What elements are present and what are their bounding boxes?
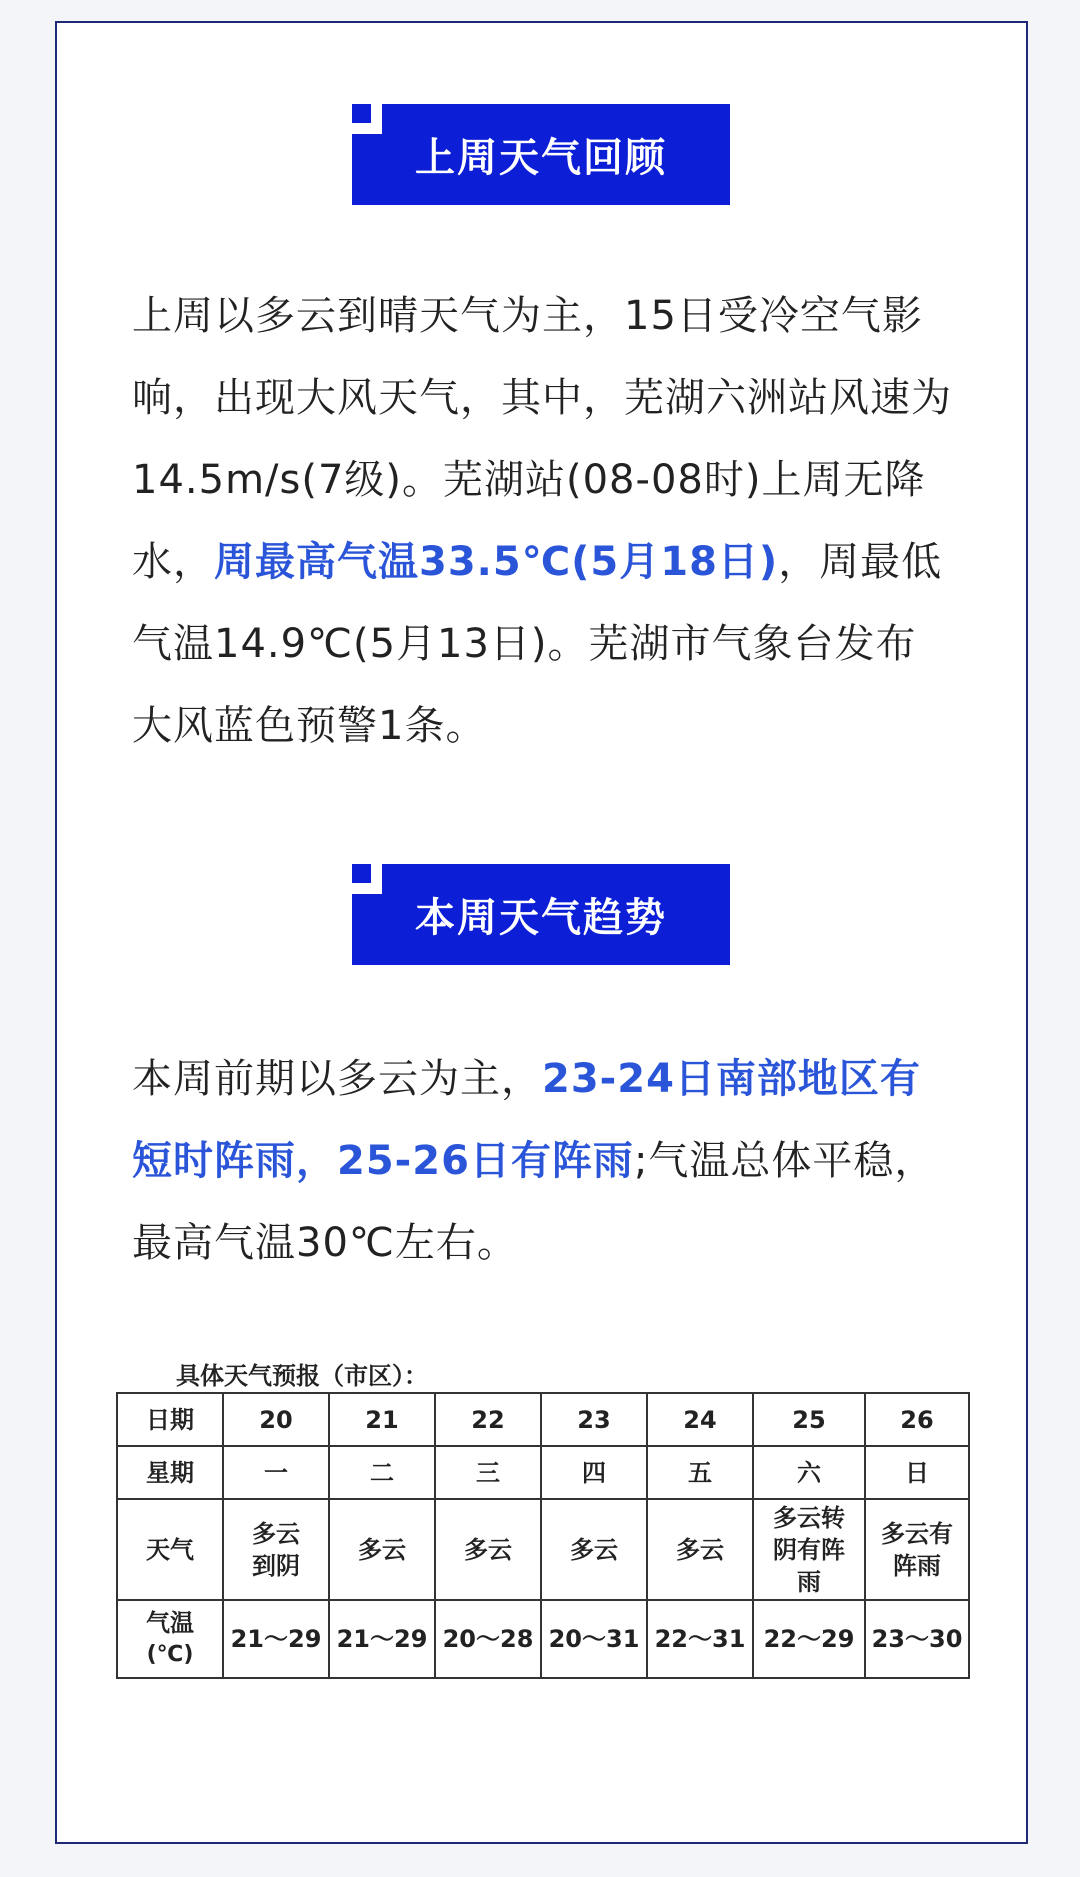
weather-cell: 多云 <box>541 1499 647 1600</box>
section-title-badge-this-week <box>352 864 730 965</box>
weekday-cell: 一 <box>223 1446 329 1499</box>
date-cell: 25 <box>753 1393 865 1446</box>
weather-cell: 多云转阴有阵雨 <box>753 1499 865 1600</box>
weekday-cell: 五 <box>647 1446 753 1499</box>
date-cell: 20 <box>223 1393 329 1446</box>
temperature-cell: 21～29 <box>329 1600 435 1678</box>
temperature-cell: 21～29 <box>223 1600 329 1678</box>
this-week-summary <box>132 1038 952 1284</box>
weekday-cell: 四 <box>541 1446 647 1499</box>
forecast-table <box>116 1392 970 1679</box>
table-row-weather <box>117 1499 969 1600</box>
table-row-temperature <box>117 1600 969 1678</box>
temperature-cell: 20～31 <box>541 1600 647 1678</box>
this-week-highlight: 23-24日南部地区有短时阵雨，25-26日有阵雨 <box>132 1056 921 1184</box>
weekday-cell: 六 <box>753 1446 865 1499</box>
table-row-weekday <box>117 1446 969 1499</box>
last-week-text: 上周以多云到晴天气为主，15日受冷空气影响，出现大风天气，其中，芜湖六洲站风速为14.5m/s(7级)。芜湖站(08-08时)上周无降水， <box>132 293 952 585</box>
date-label: 日期 <box>117 1393 223 1446</box>
last-week-summary <box>132 275 952 767</box>
weather-cell: 多云 <box>329 1499 435 1600</box>
weather-label: 天气 <box>117 1499 223 1600</box>
badge-corner-decoration <box>352 864 382 894</box>
section-title-badge-last-week <box>352 104 730 205</box>
date-cell: 24 <box>647 1393 753 1446</box>
date-cell: 23 <box>541 1393 647 1446</box>
temperature-label <box>117 1600 223 1678</box>
date-cell: 22 <box>435 1393 541 1446</box>
temperature-label-line1: 气温 <box>146 1609 194 1637</box>
forecast-table-title: 具体天气预报（市区）： <box>176 1362 428 1390</box>
weather-cell: 多云到阴 <box>223 1499 329 1600</box>
date-cell: 21 <box>329 1393 435 1446</box>
weather-cell: 多云 <box>647 1499 753 1600</box>
weekday-cell: 三 <box>435 1446 541 1499</box>
date-cell: 26 <box>865 1393 969 1446</box>
weekday-cell: 日 <box>865 1446 969 1499</box>
weather-cell: 多云 <box>435 1499 541 1600</box>
last-week-text-end: ，周最低气温14.9℃(5月13日)。芜湖市气象台发布大风蓝色预警1条。 <box>132 539 943 749</box>
section-title-last-week: 上周天气回顾 <box>352 104 730 205</box>
last-week-highlight: 周最高气温33.5℃(5月18日) <box>214 539 779 585</box>
this-week-text-end: ;气温总体平稳，最高气温30℃左右。 <box>132 1138 936 1266</box>
weekday-cell: 二 <box>329 1446 435 1499</box>
badge-corner-decoration <box>352 104 382 134</box>
section-title-this-week: 本周天气趋势 <box>352 864 730 965</box>
temperature-cell: 22～29 <box>753 1600 865 1678</box>
temperature-cell: 22～31 <box>647 1600 753 1678</box>
temperature-cell: 20～28 <box>435 1600 541 1678</box>
table-row-date <box>117 1393 969 1446</box>
weekday-label: 星期 <box>117 1446 223 1499</box>
weather-cell: 多云有阵雨 <box>865 1499 969 1600</box>
temperature-cell: 23～30 <box>865 1600 969 1678</box>
this-week-text: 本周前期以多云为主， <box>132 1056 542 1102</box>
temperature-label-unit: (℃) <box>146 1642 194 1667</box>
